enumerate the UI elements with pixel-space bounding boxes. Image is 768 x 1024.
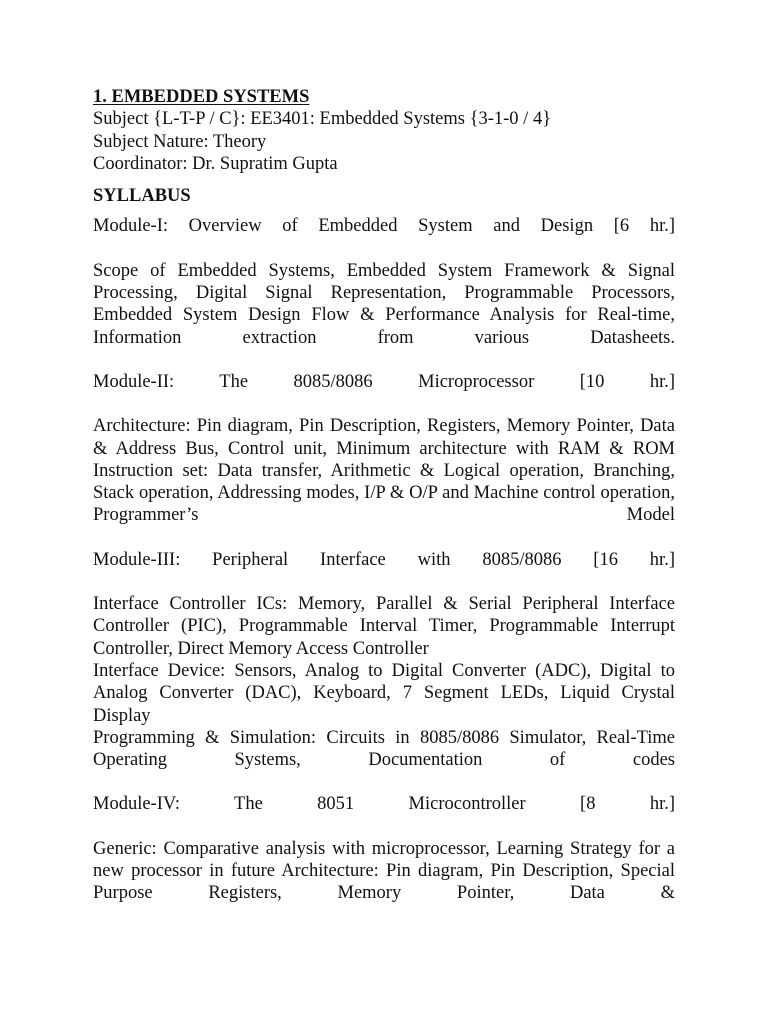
module-4-body: Generic: Comparative analysis with microprocessor, Learning Strategy for a new processor in future Architecture: Pin diagram, Pin Description, Special Purpose Registers, Memory Pointer, Data & bbox=[93, 838, 675, 904]
coordinator-line: Coordinator: Dr. Supratim Gupta bbox=[93, 153, 338, 174]
module-1-heading: Module-I: Overview of Embedded System and Design [6 hr.] bbox=[93, 216, 675, 237]
module-4-heading: Module-IV: The 8051 Microcontroller [8 hr.] bbox=[93, 794, 675, 815]
module-3-heading: Module-III: Peripheral Interface with 8085/8086 [16 hr.] bbox=[93, 549, 675, 570]
module-1-body: Scope of Embedded Systems, Embedded System Framework & Signal Processing, Digital Signal Representation, Programmable Processors, Embedded System Design Flow & Performance Analysis for Real-time, Information extraction from various Datasheets. bbox=[93, 260, 675, 348]
subject-nature-line: Subject Nature: Theory bbox=[93, 131, 267, 152]
module-2-body-instruction-set: Instruction set: Data transfer, Arithmetic & Logical operation, Branching, Stack operation, Addressing modes, I/P & O/P and Machine control operation, Programmer’s Model bbox=[93, 460, 675, 526]
syllabus-heading: SYLLABUS bbox=[93, 186, 191, 207]
module-2-body: Architecture: Pin diagram, Pin Description, Registers, Memory Pointer, Data & Address Bus, Control unit, Minimum architecture with RAM & ROM bbox=[93, 416, 675, 459]
document-page bbox=[93, 86, 675, 905]
module-3-body-interface-device: Interface Device: Sensors, Analog to Digital Converter (ADC), Digital to Analog Converter (DAC), Keyboard, 7 Segment LEDs, Liquid Crystal Display bbox=[93, 660, 675, 726]
subject-line: Subject {L-T-P / C}: EE3401: Embedded Systems {3-1-0 / 4} bbox=[93, 109, 552, 130]
module-3-body-programming: Programming & Simulation: Circuits in 8085/8086 Simulator, Real-Time Operating Systems, Documentation of codes bbox=[93, 727, 675, 771]
module-2-heading: Module-II: The 8085/8086 Microprocessor [10 hr.] bbox=[93, 371, 675, 392]
document-title: 1. EMBEDDED SYSTEMS bbox=[93, 87, 310, 107]
module-3-body: Interface Controller ICs: Memory, Parallel & Serial Peripheral Interface Controller (PIC), Programmable Interval Timer, Programmable Interrupt Controller, Direct Memory Access Controller bbox=[93, 594, 675, 659]
